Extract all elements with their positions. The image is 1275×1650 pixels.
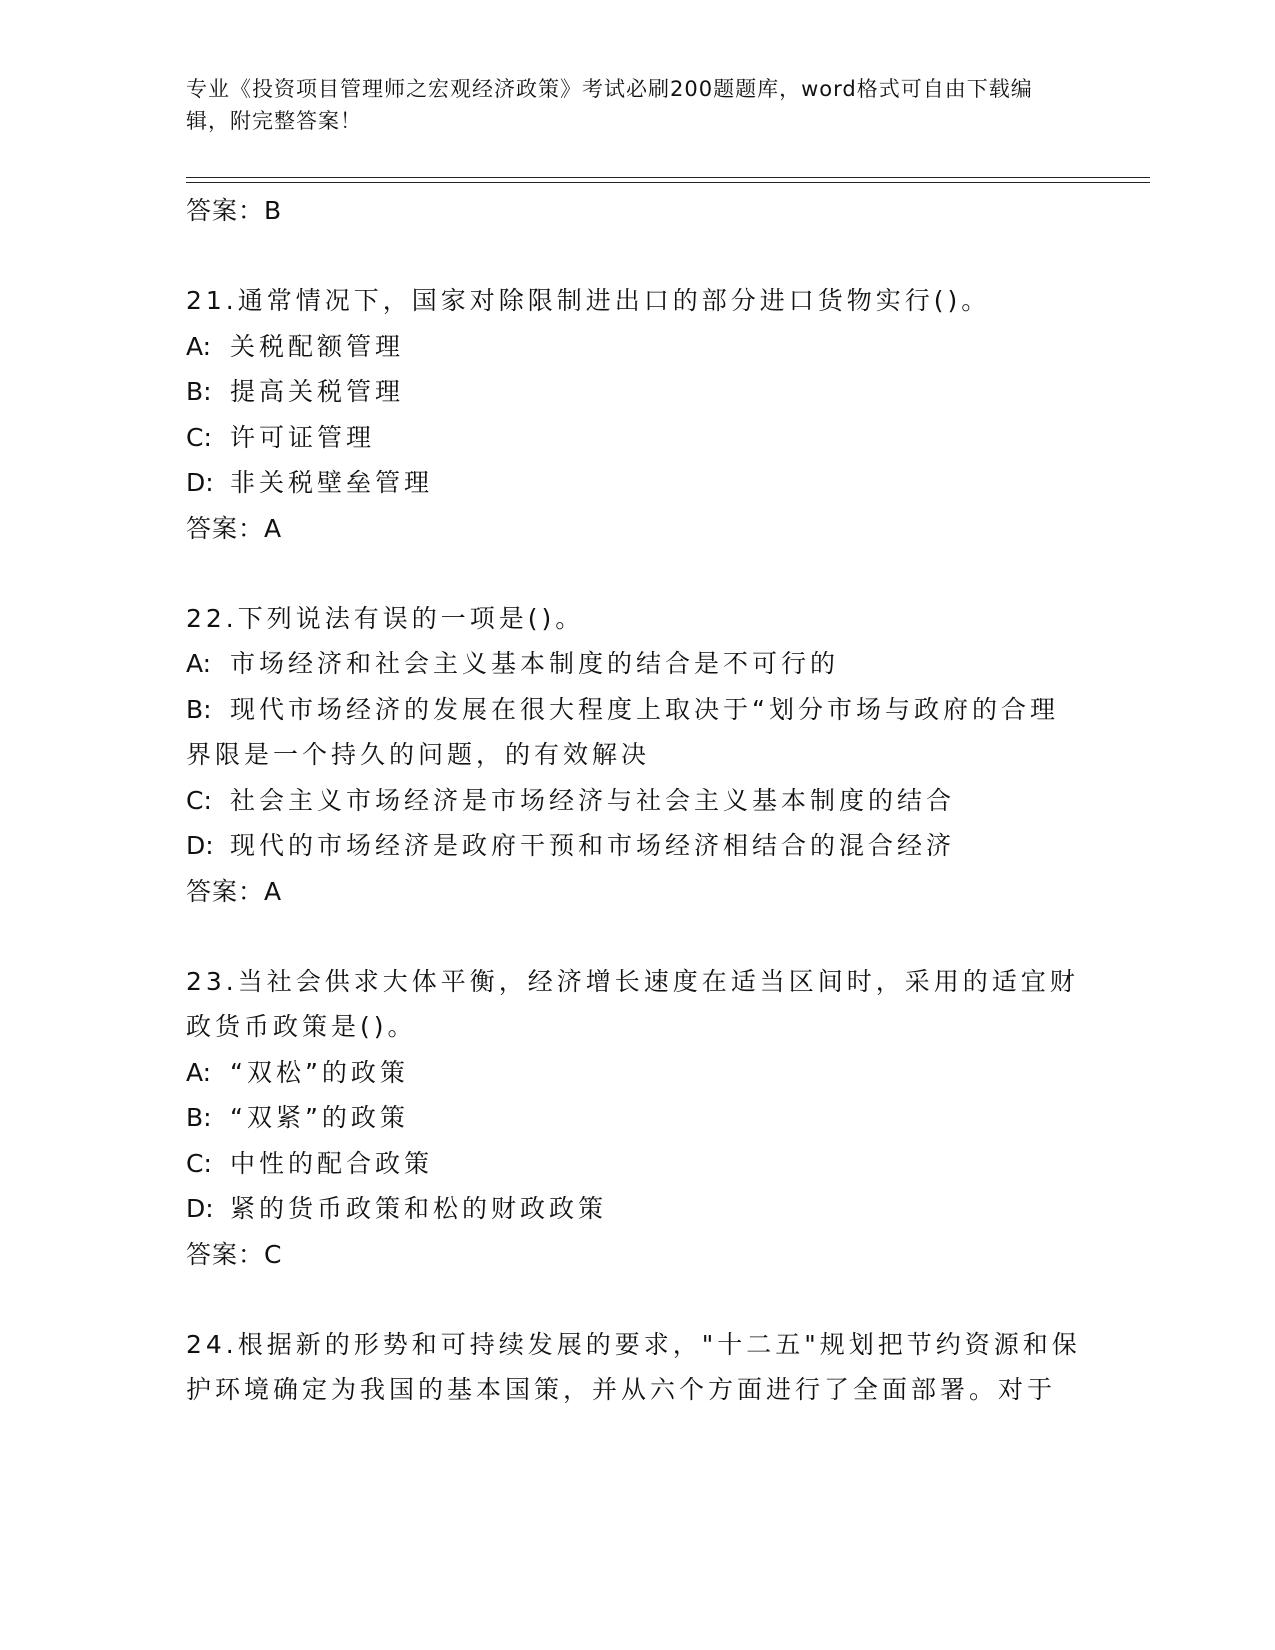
option-c [186, 415, 1086, 461]
question-stem: 24.根据新的形势和可持续发展的要求，"十二五"规划把节约资源和保护环境确定为我国的基本国策，并从六个方面进行了全面部署。对于 [186, 1329, 1081, 1404]
header-divider-thick [186, 182, 1150, 183]
answer-line: 答案：C [186, 1239, 283, 1269]
option-letter: B: [186, 1103, 212, 1132]
document-header [186, 73, 1066, 137]
option-d [186, 460, 1086, 506]
answer-line: 答案：B [186, 196, 283, 225]
question-stem: 22.下列说法有误的一项是()。 [186, 603, 585, 633]
option-text: 中性的配合政策 [230, 1148, 434, 1178]
option-text: “双松”的政策 [230, 1057, 409, 1087]
question-stem: 21.通常情况下，国家对除限制进出口的部分进口货物实行()。 [186, 286, 991, 315]
option-text: 社会主义市场经济是市场经济与社会主义基本制度的结合 [230, 785, 956, 815]
option-c [186, 1141, 1086, 1187]
option-text: 许可证管理 [230, 422, 376, 452]
option-text: 现代市场经济的发展在很大程度上取决于“划分市场与政府的合理界限是一个持久的问题，的有效解决 [186, 694, 1059, 769]
question-item [186, 596, 1086, 915]
option-letter: C: [186, 422, 212, 452]
option-letter: A: [186, 1057, 212, 1087]
option-a [186, 641, 1086, 687]
option-letter: C: [186, 785, 212, 815]
answer-line: 答案：A [186, 513, 283, 543]
option-c [186, 778, 1086, 824]
option-d [186, 1186, 1086, 1232]
option-letter: D: [186, 468, 214, 497]
header-divider-thin [186, 177, 1150, 178]
header-title: 专业《投资项目管理师之宏观经济政策》考试必刷200题题库，word格式可自由下载编辑，附完整答案！ [186, 77, 1033, 133]
option-letter: B: [186, 377, 212, 406]
option-text: 关税配额管理 [230, 331, 405, 361]
option-letter: B: [186, 694, 212, 724]
option-letter: D: [186, 1194, 214, 1223]
option-a [186, 1050, 1086, 1096]
option-a [186, 324, 1086, 370]
option-text: 紧的货币政策和松的财政政策 [230, 1194, 608, 1223]
option-letter: A: [186, 331, 212, 361]
option-letter: C: [186, 1148, 212, 1178]
answer-line: 答案：A [186, 876, 283, 906]
question-item [186, 959, 1086, 1278]
option-b [186, 687, 1086, 778]
question-item [186, 1322, 1086, 1413]
option-text: 非关税壁垒管理 [230, 468, 434, 497]
question-stem: 23.当社会供求大体平衡，经济增长速度在适当区间时，采用的适宜财政货币政策是()。 [186, 966, 1079, 1041]
option-d [186, 823, 1086, 869]
option-text: 现代的市场经济是政府干预和市场经济相结合的混合经济 [230, 831, 956, 860]
option-text: 市场经济和社会主义基本制度的结合是不可行的 [230, 649, 840, 678]
option-letter: D: [186, 831, 214, 860]
question-item [186, 278, 1086, 552]
option-letter: A: [186, 649, 212, 678]
option-text: “双紧”的政策 [230, 1103, 409, 1132]
option-b [186, 369, 1086, 415]
option-b [186, 1095, 1086, 1141]
question-list [186, 188, 1086, 1413]
option-text: 提高关税管理 [230, 377, 405, 406]
